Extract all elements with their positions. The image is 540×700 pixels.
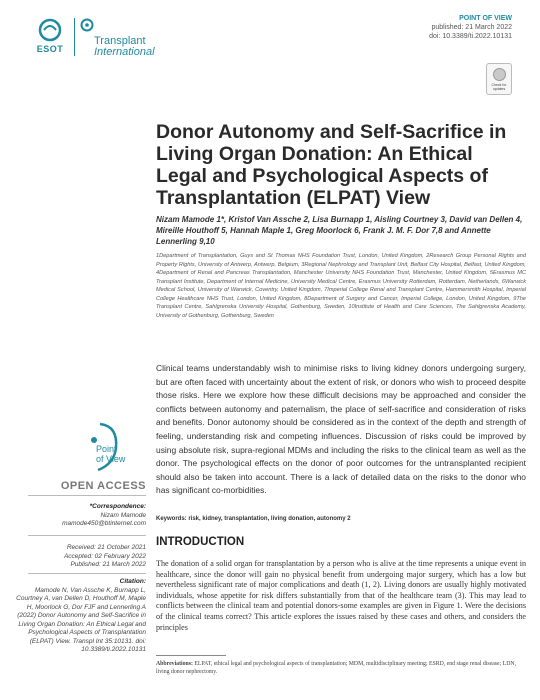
footnote-divider bbox=[156, 655, 226, 656]
transplant-international-logo-icon bbox=[80, 18, 170, 58]
citation-text: Mamode N, Van Assche K, Burnapp L, Courtney A, van Dellen D, Houthoff M, Maple H, Moorlock G, Dor FJF and Lennerling A (2022) Donor Autonomy and Self-Sacrifice in Living Organ Donation: An Ethical Legal and Psychological Aspects of Transplantation (ELPAT) View. Transpl Int 35:10131. doi: 10.3389/ti.2022.10131 bbox=[16, 586, 146, 653]
author-list: Nizam Mamode 1*, Kristof Van Assche 2, Lisa Burnapp 1, Aisling Courtney 3, David van Dellen 4, Mireille Houthoff 5, Hannah Maple 1, Greg Moorlock 6, Frank J. M. F. Dor 7,8 and Annette Lennerling 9,10 bbox=[156, 215, 523, 246]
correspondence-block bbox=[8, 503, 146, 529]
check-updates-icon[interactable] bbox=[486, 63, 512, 95]
esot-label: ESOT bbox=[36, 44, 64, 54]
keywords: Keywords: risk, kidney, transplantation, living donation, autonomy 2 bbox=[156, 516, 351, 522]
published-side-date: Published: 21 March 2022 bbox=[70, 561, 146, 568]
article-title: Donor Autonomy and Self-Sacrifice in Living Organ Donation: An Ethical Legal and Psychological Aspects of Transplantation (ELPAT) View bbox=[156, 121, 507, 209]
affiliations: 1Department of Transplantation, Guys and St Thomas NHS Foundation Trust, London, United Kingdom, 2Research Group Personal Rights and Property Rights, University of Antwerp, Antwerp, Belgium, 3Regional Nephrology and Transplant Unit, Belfast City Hospital, Belfast, United Kingdom, 4Department of Renal and Pancreas Transplantation, Manchester University NHS Foundation Trust, Manchester, United Kingdom, 5Erasmus MC Transplant Institute, Department of Internal Medicine, University Medical Centre, Erasmus University Rotterdam, Rotterdam, Netherlands, 6Warwick Medical School, University of Warwick, Coventry, United Kingdom, 7Imperial College Renal and Transplant Centre, Hammersmith Hospital, Imperial College Healthcare NHS Trust, London, United Kingdom, 8Department of Surgery and Cancer, Imperial College, London, United Kingdom, 9The Transplant Centre, Sahlgrenska University Hospital, Gothenburg, Sweden, 10Institute of Health and Care Sciences, The Sahlgrenska Academy, University of Gothenburg, Gothenburg, Sweden bbox=[156, 253, 526, 319]
footnote bbox=[156, 660, 526, 676]
received-date: Received: 21 October 2021 bbox=[66, 544, 146, 551]
logo-divider bbox=[74, 18, 75, 56]
sidebar-divider bbox=[28, 535, 146, 536]
check-updates-label: Check for updates bbox=[491, 83, 507, 91]
footnote-text: ELPAT, ethical legal and psychological aspects of transplantation; MDM, multidisciplinary meeting; ESRD, end stage renal disease; LDN, living donor nephrectomy. bbox=[156, 661, 517, 675]
accepted-date: Accepted: 02 February 2022 bbox=[63, 552, 146, 560]
open-access-label: OPEN ACCESS bbox=[60, 480, 146, 492]
correspondence-email[interactable]: mamode450@btinternet.com bbox=[62, 520, 146, 527]
section-heading-introduction: INTRODUCTION bbox=[156, 536, 245, 548]
journal-name-line1: Transplant bbox=[94, 35, 146, 47]
published-date: published: 21 March 2022 bbox=[431, 24, 512, 31]
check-updates-badge bbox=[493, 68, 506, 81]
citation-label: Citation: bbox=[119, 578, 146, 585]
citation-block bbox=[8, 578, 146, 655]
article-meta bbox=[429, 14, 512, 41]
sidebar-divider bbox=[28, 573, 146, 574]
dates-block bbox=[8, 544, 146, 570]
article-type: POINT OF VIEW bbox=[459, 15, 512, 22]
point-of-view-line2: of View bbox=[96, 454, 126, 464]
esot-logo-icon bbox=[28, 18, 72, 58]
footnote-label: Abbreviations: bbox=[156, 661, 193, 667]
sidebar-divider bbox=[28, 495, 146, 496]
correspondence-name: Nizam Mamode bbox=[100, 511, 146, 519]
introduction-paragraph: The donation of a solid organ for transplantation by a person who is alive at the time represents a unique event in healthcare, since the donor will gain no physical benefit from undergoing major surgery, which has a low but nevertheless significant rate of major complications and death (1, 2). Living donors are usually highly motivated individuals, whose appetite for risk differs substantially from that of the healthcare team (3). This may lead to conflicts between the clinical team and potential donors-some examples are given in Figure 1. Were the decisions of the clinical teams correct? This article explores the issues raised by these cases and others, and considers the principles bbox=[156, 559, 526, 632]
point-of-view-line1: Point bbox=[96, 444, 117, 454]
point-of-view-label bbox=[96, 444, 132, 464]
doi[interactable]: doi: 10.3389/ti.2022.10131 bbox=[429, 33, 512, 40]
journal-name-line2: International bbox=[94, 46, 155, 58]
abstract: Clinical teams understandably wish to minimise risks to living kidney donors undergoing surgery, but are often faced with uncertainty about the extent of risk, or donors who wish to proceed despite those risks. Here we explore how these difficult decisions may be approached and consider the conflicts between autonomy and paternalism, the place of self-sacrifice and consideration of risks and benefits. Donor autonomy should be considered as in the context of the depth and strength of feeling, understanding risk and competing influences. Discussion of risks could be improved by using absolute risk, supra-regional MDMs and including the risks to the clinical team as well as the donor. The psychological effects on the donor of poor outcomes for the untransplanted recipient should also be taken into account. There is a lack of detailed data on the risks to the donor who has significant co-morbidities. bbox=[156, 363, 526, 496]
correspondence-label: *Correspondence: bbox=[89, 503, 146, 510]
